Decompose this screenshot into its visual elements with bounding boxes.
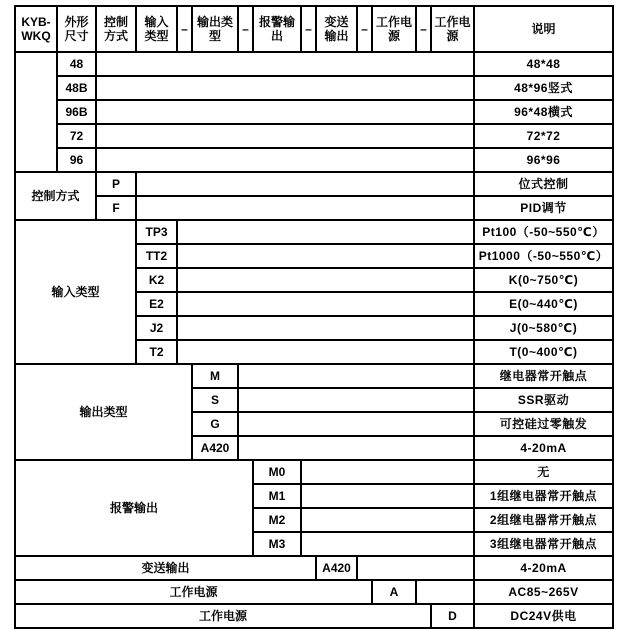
input-code: TT2 [136,244,177,268]
input-code: J2 [136,316,177,340]
size-code: 48B [57,76,96,100]
output-code: M [192,364,238,388]
alarm-row [15,460,613,484]
blank-cell [301,484,474,508]
blank-cell [238,412,474,436]
blank-cell [96,100,474,124]
transmit-section-label: 变送输出 [15,556,316,580]
output-desc: SSR驱动 [474,388,613,412]
size-desc: 48*48 [474,52,613,76]
blank-cell [177,316,474,340]
output-desc: 继电器常开触点 [474,364,613,388]
power-dc-row [15,604,613,628]
alarm-code: M3 [253,532,301,556]
control-row [15,196,613,220]
blank-cell [301,508,474,532]
control-desc: 位式控制 [474,172,613,196]
blank-cell [238,436,474,460]
transmit-desc: 4-20mA [474,556,613,580]
header-alarm: 报警输出 [253,6,301,52]
alarm-desc: 3组继电器常开触点 [474,532,613,556]
header-separator: – [357,6,372,52]
input-code: TP3 [136,220,177,244]
header-separator: – [238,6,253,52]
blank-cell [416,580,474,604]
input-desc: K(0~750℃) [474,268,613,292]
power-ac-section-label: 工作电源 [15,580,372,604]
transmit-row [15,556,613,580]
output-desc: 可控硅过零触发 [474,412,613,436]
size-desc: 48*96竖式 [474,76,613,100]
blank-cell [96,52,474,76]
input-row [15,220,613,244]
header-input: 输入类型 [136,6,177,52]
header-power-2: 工作电源 [431,6,474,52]
input-code: T2 [136,340,177,364]
blank-cell [96,124,474,148]
power-ac-code: A [372,580,416,604]
size-code: 72 [57,124,96,148]
size-code: 96B [57,100,96,124]
header-description: 说明 [474,6,613,52]
output-desc: 4-20mA [474,436,613,460]
input-desc: J(0~580℃) [474,316,613,340]
header-transmit: 变送输出 [316,6,357,52]
alarm-desc: 1组继电器常开触点 [474,484,613,508]
header-output: 输出类型 [192,6,238,52]
blank-cell [357,556,474,580]
size-row [15,76,613,100]
size-desc: 96*96 [474,148,613,172]
model-column-blank [15,52,57,172]
blank-cell [301,532,474,556]
header-separator: – [416,6,431,52]
blank-cell [238,364,474,388]
output-section-label: 输出类型 [15,364,192,460]
power-dc-code: D [431,604,474,628]
header-row [15,6,613,52]
power-dc-section-label: 工作电源 [15,604,431,628]
blank-cell [136,172,474,196]
size-code: 48 [57,52,96,76]
blank-cell [177,292,474,316]
input-code: E2 [136,292,177,316]
alarm-desc: 2组继电器常开触点 [474,508,613,532]
size-desc: 96*48横式 [474,100,613,124]
control-section-label: 控制方式 [15,172,96,220]
alarm-code: M2 [253,508,301,532]
output-code: A420 [192,436,238,460]
input-desc: E(0~440℃) [474,292,613,316]
input-desc: T(0~400℃) [474,340,613,364]
alarm-desc: 无 [474,460,613,484]
output-row [15,364,613,388]
blank-cell [301,460,474,484]
control-row [15,172,613,196]
blank-cell [177,244,474,268]
blank-cell [136,196,474,220]
control-desc: PID调节 [474,196,613,220]
header-size: 外形尺寸 [57,6,96,52]
output-code: S [192,388,238,412]
header-power-1: 工作电源 [372,6,416,52]
header-control: 控制方式 [96,6,136,52]
blank-cell [96,76,474,100]
transmit-code: A420 [316,556,357,580]
alarm-code: M0 [253,460,301,484]
input-desc: Pt1000（-50~550℃） [474,244,613,268]
size-row [15,100,613,124]
size-row [15,52,613,76]
blank-cell [238,388,474,412]
control-code: F [96,196,136,220]
input-section-label: 输入类型 [15,220,136,364]
blank-cell [177,268,474,292]
size-row [15,148,613,172]
blank-cell [177,220,474,244]
ordering-code-table [14,5,614,629]
power-ac-desc: AC85~265V [474,580,613,604]
blank-cell [96,148,474,172]
header-separator: – [301,6,316,52]
power-ac-row [15,580,613,604]
alarm-section-label: 报警输出 [15,460,253,556]
header-separator: – [177,6,192,52]
output-code: G [192,412,238,436]
control-code: P [96,172,136,196]
size-code: 96 [57,148,96,172]
input-desc: Pt100（-50~550℃） [474,220,613,244]
power-dc-desc: DC24V供电 [474,604,613,628]
size-desc: 72*72 [474,124,613,148]
alarm-code: M1 [253,484,301,508]
header-model: KYB-WKQ [15,6,57,52]
blank-cell [177,340,474,364]
size-row [15,124,613,148]
input-code: K2 [136,268,177,292]
